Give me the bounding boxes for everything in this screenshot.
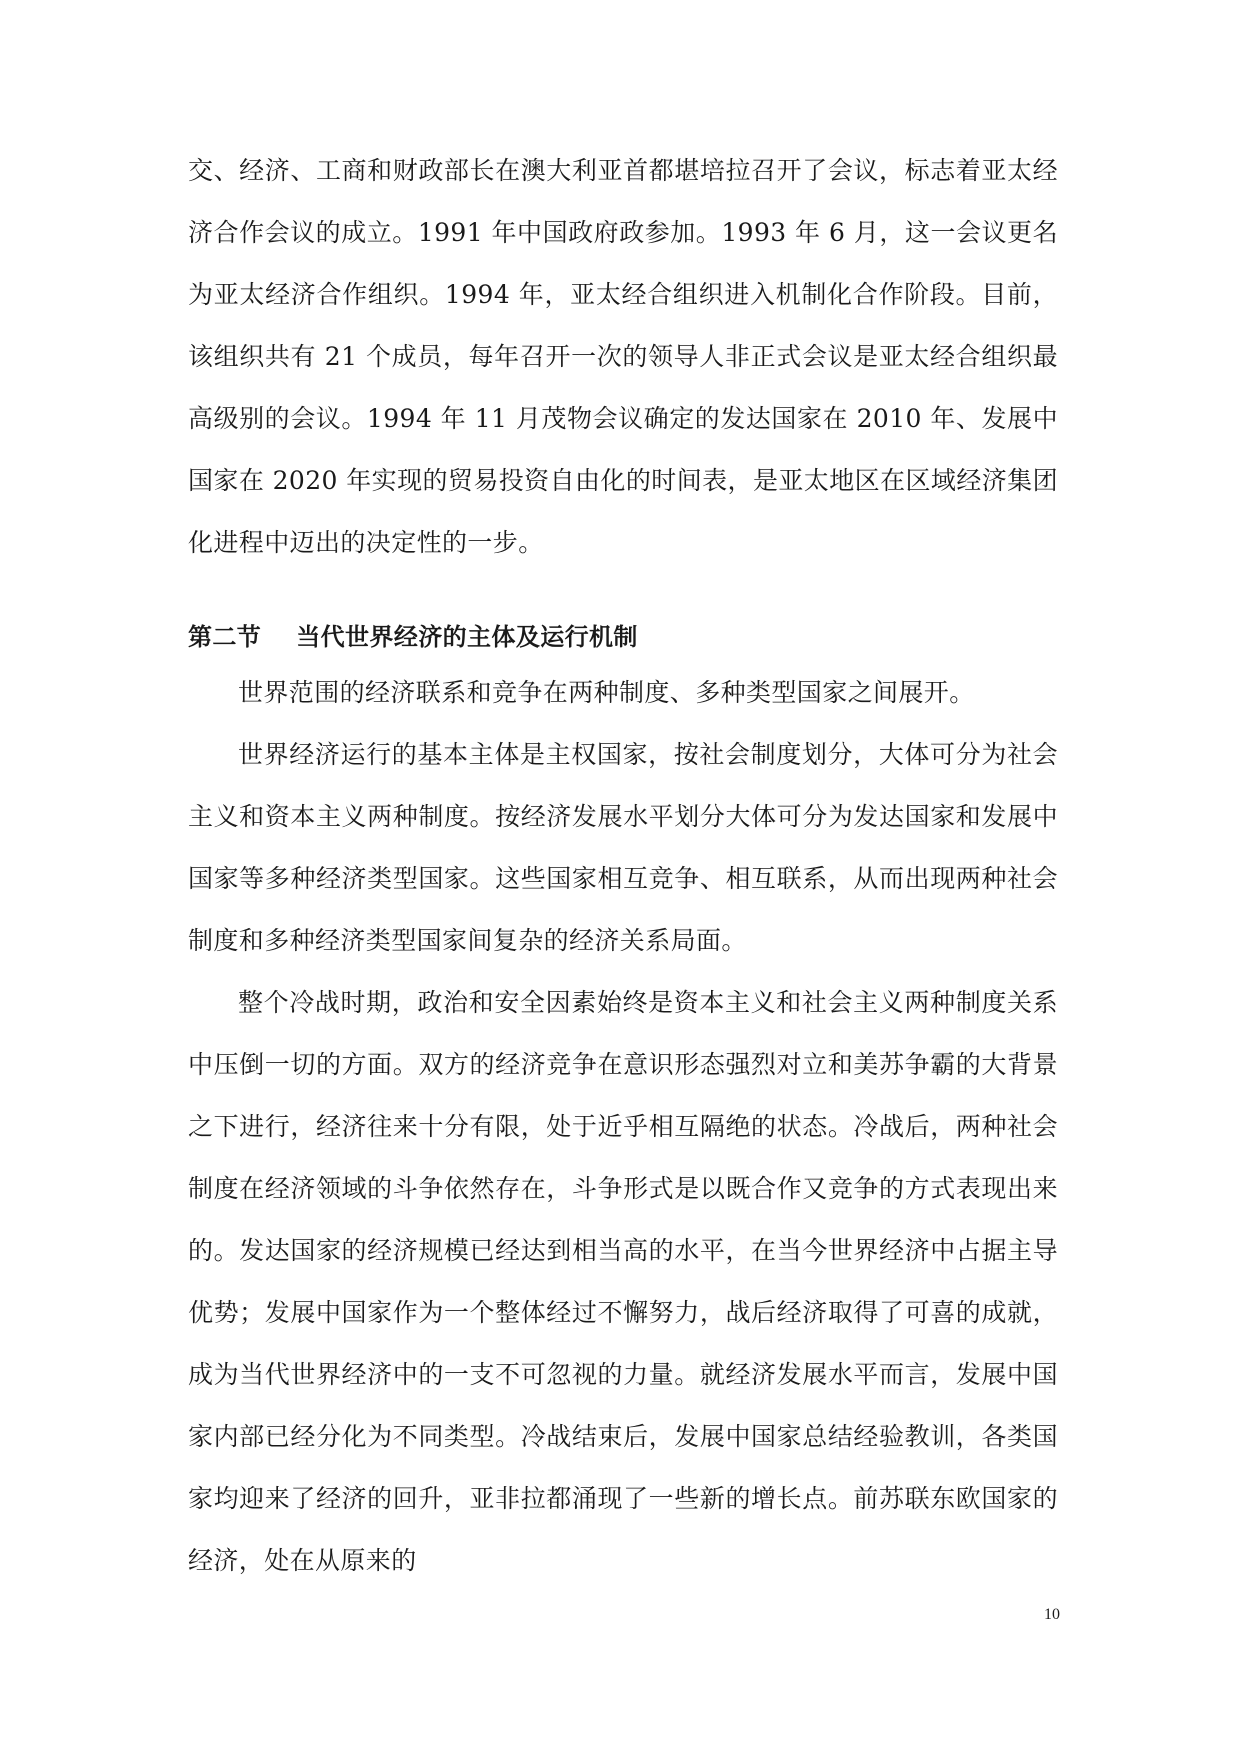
section-body [188, 662, 1058, 1592]
intro-paragraph-block [188, 140, 1058, 574]
section-heading: 第二节 当代世界经济的主体及运行机制 [188, 623, 638, 651]
body-paragraph-1: 世界范围的经济联系和竞争在两种制度、多种类型国家之间展开。 [238, 678, 975, 707]
body-paragraph-3: 整个冷战时期，政治和安全因素始终是资本主义和社会主义两种制度关系中压倒一切的方面。双方的经济竞争在意识形态强烈对立和美苏争霸的大背景之下进行，经济往来十分有限，处于近乎相互隔绝的状态。冷战后，两种社会制度在经济领域的斗争依然存在，斗争形式是以既合作又竞争的方式表现出来的。发达国家的经济规模已经达到相当高的水平，在当今世界经济中占据主导优势；发展中国家作为一个整体经过不懈努力，战后经济取得了可喜的成就，成为当代世界经济中的一支不可忽视的力量。就经济发展水平而言，发展中国家内部已经分化为不同类型。冷战结束后，发展中国家总结经验教训，各类国家均迎来了经济的回升，亚非拉都涌现了一些新的增长点。前苏联东欧国家的经济，处在从原来的 [188, 988, 1058, 1575]
body-paragraph-2: 世界经济运行的基本主体是主权国家，按社会制度划分，大体可分为社会主义和资本主义两种制度。按经济发展水平划分大体可分为发达国家和发展中国家等多种经济类型国家。这些国家相互竞争、相互联系，从而出现两种社会制度和多种经济类型国家间复杂的经济关系局面。 [188, 740, 1058, 955]
intro-paragraph: 交、经济、工商和财政部长在澳大利亚首都堪培拉召开了会议，标志着亚太经济合作会议的成立。1991 年中国政府政参加。1993 年 6 月，这一会议更名为亚太经济合作组织。1994 年，亚太经合组织进入机制化合作阶段。目前，该组织共有 21 个成员，每年召开一次的领导人非正式会议是亚太经合组织最高级别的会议。1994 年 11 月茂物会议确定的发达国家在 2010 年、发展中国家在 2020 年实现的贸易投资自由化的时间表，是亚太地区在区域经济集团化进程中迈出的决定性的一步。 [188, 156, 1058, 557]
page-number: 10 [1044, 1606, 1060, 1623]
